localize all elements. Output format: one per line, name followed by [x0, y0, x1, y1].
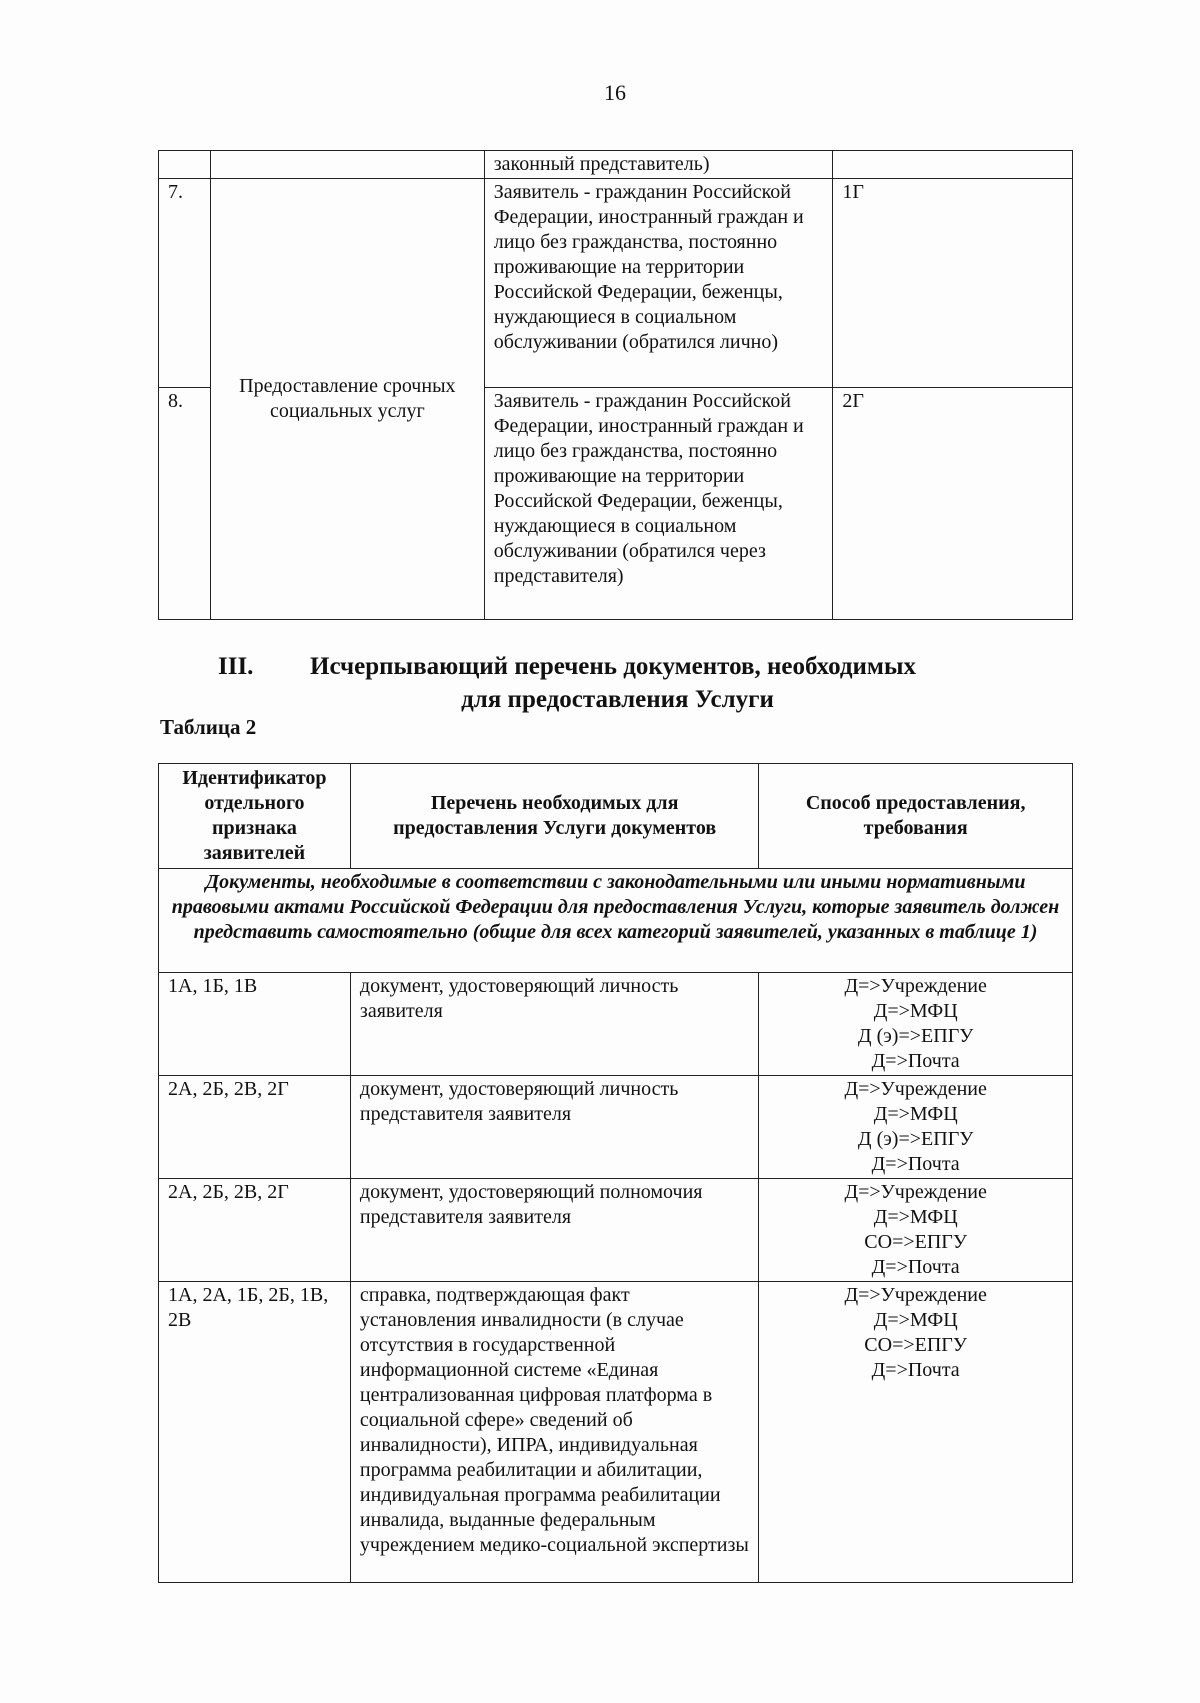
row-number: 7.	[159, 179, 211, 388]
method-item: Д=>МФЦ	[873, 1309, 958, 1331]
method-item: Д=>Учреждение	[844, 1181, 987, 1203]
table-row	[159, 179, 1073, 388]
column-header-documents: Перечень необходимых для предоставления Услуги документов	[350, 764, 758, 869]
method-item: Д=>Учреждение	[844, 1284, 987, 1306]
column-header-identifier: Идентификатор отдельного признака заявителей	[159, 764, 351, 869]
table-label: Таблица 2	[160, 715, 257, 739]
table-cell	[159, 151, 211, 179]
submission-methods	[759, 973, 1073, 1076]
document-name: документ, удостоверяющий личность представителя заявителя	[350, 1076, 758, 1179]
method-item: Д=>Почта	[871, 1359, 960, 1381]
table-cell	[210, 151, 484, 179]
section-title-line2: для предоставления Услуги	[461, 686, 774, 713]
submission-methods	[759, 1282, 1073, 1583]
column-header-method: Способ предоставления, требования	[759, 764, 1073, 869]
services-table-continuation	[158, 150, 1073, 620]
table-row	[159, 1282, 1073, 1583]
method-item: Д (э)=>ЕПГУ	[857, 1128, 974, 1150]
row-number: 8.	[159, 388, 211, 620]
applicant-description: Заявитель - гражданин Российской Федерации, иностранный граждан и лицо без гражданства, постоянно проживающие на территории Российской Федерации, беженцы, нуждающиеся в социальном обслуживании (обратился через представителя)	[484, 388, 833, 620]
documents-table	[158, 763, 1073, 1583]
table-row	[159, 1076, 1073, 1179]
method-item: Д=>МФЦ	[873, 1206, 958, 1228]
group-title: Документы, необходимые в соответствии с законодательными или иными нормативными правовыми актами Российской Федерации для предоставления Услуги, которые заявитель должен представить самостоятельно (общие для всех категорий заявителей, указанных в таблице 1)	[159, 869, 1073, 973]
applicant-code: 1Г	[833, 179, 1073, 388]
page-number: 16	[604, 80, 626, 105]
table-group-row	[159, 869, 1073, 973]
section-title-line1: Исчерпывающий перечень документов, необходимых	[310, 653, 916, 680]
table-row	[159, 973, 1073, 1076]
method-item: Д=>Учреждение	[844, 975, 987, 997]
table-cell	[833, 151, 1073, 179]
applicant-ids: 1А, 2А, 1Б, 2Б, 1В, 2В	[159, 1282, 351, 1583]
method-item: Д (э)=>ЕПГУ	[857, 1025, 974, 1047]
table-row	[159, 151, 1073, 179]
section-numeral: III.	[218, 653, 254, 680]
document-name: документ, удостоверяющий полномочия представителя заявителя	[350, 1179, 758, 1282]
applicant-ids: 2А, 2Б, 2В, 2Г	[159, 1076, 351, 1179]
method-item: Д=>МФЦ	[873, 1103, 958, 1125]
applicant-description: Заявитель - гражданин Российской Федерации, иностранный граждан и лицо без гражданства, постоянно проживающие на территории Российской Федерации, беженцы, нуждающиеся в социальном обслуживании (обратился лично)	[484, 179, 833, 388]
submission-methods	[759, 1179, 1073, 1282]
table-row	[159, 1179, 1073, 1282]
table-header-row	[159, 764, 1073, 869]
applicant-ids: 1А, 1Б, 1В	[159, 973, 351, 1076]
method-item: СО=>ЕПГУ	[864, 1334, 968, 1356]
applicant-code: 2Г	[833, 388, 1073, 620]
method-item: Д=>Почта	[871, 1256, 960, 1278]
service-name: Предоставление срочных социальных услуг	[210, 179, 484, 620]
continuation-text: законный представитель)	[484, 151, 833, 179]
applicant-ids: 2А, 2Б, 2В, 2Г	[159, 1179, 351, 1282]
method-item: СО=>ЕПГУ	[864, 1231, 968, 1253]
method-item: Д=>Учреждение	[844, 1078, 987, 1100]
document-name: документ, удостоверяющий личность заявителя	[350, 973, 758, 1076]
submission-methods	[759, 1076, 1073, 1179]
method-item: Д=>МФЦ	[873, 1000, 958, 1022]
method-item: Д=>Почта	[871, 1153, 960, 1175]
method-item: Д=>Почта	[871, 1050, 960, 1072]
document-name: справка, подтверждающая факт установления инвалидности (в случае отсутствия в государственной информационной системе «Единая централизованная цифровая платформа в социальной сфере» сведений об инвалидности), ИПРА, индивидуальная программа реабилитации и абилитации, индивидуальная программа реабилитации инвалида, выданные федеральным учреждением медико-социальной экспертизы	[350, 1282, 758, 1583]
